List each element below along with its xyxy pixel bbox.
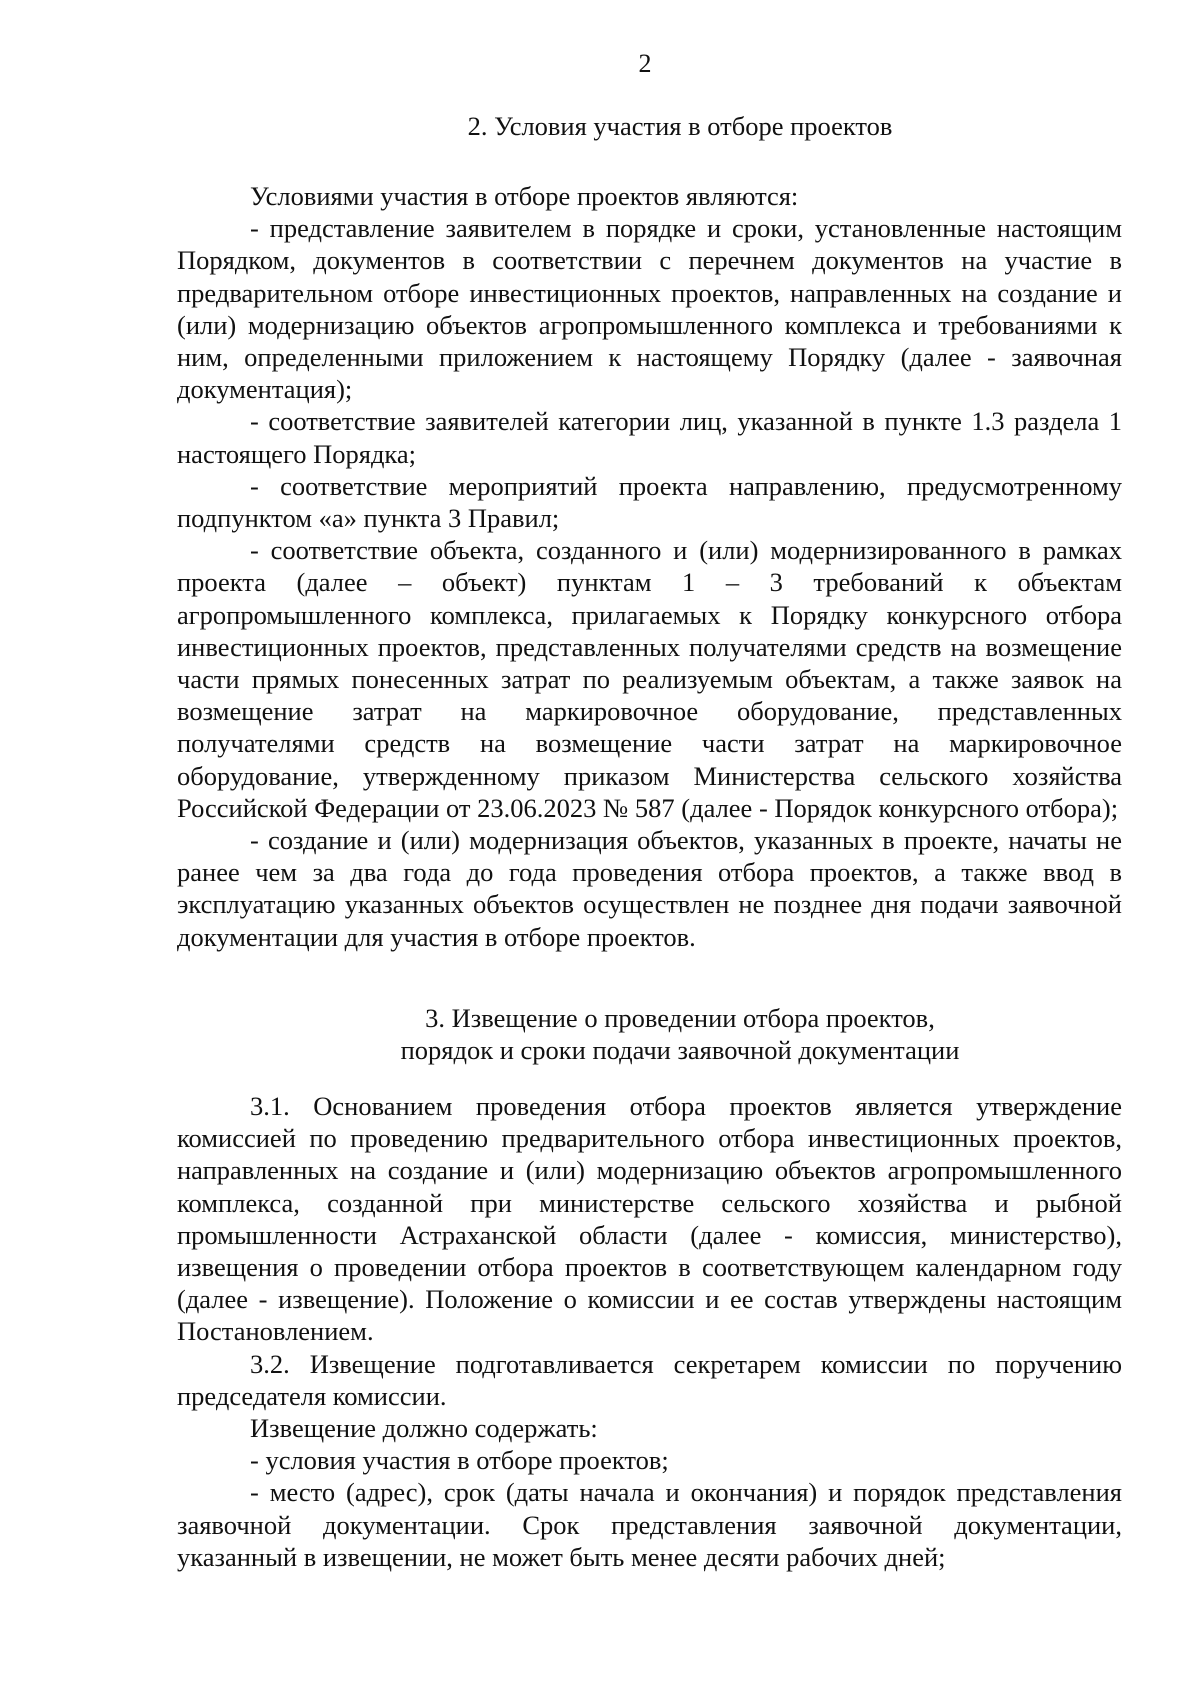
section-3-title-line-1: 3. Извещение о проведении отбора проектов,: [425, 1003, 935, 1033]
section-2-title: 2. Условия участия в отборе проектов: [467, 111, 893, 141]
paragraph: - создание и (или) модернизация объектов, указанных в проекте, начаты не ранее чем за два года до года проведения отбора проектов, а также ввод в эксплуатацию указанных объектов осуществлен не позднее дня подачи заявочной документации для участия в отборе проектов.: [177, 825, 1122, 952]
section-3-title-line-2: порядок и сроки подачи заявочной документации: [400, 1035, 960, 1065]
paragraph: - представление заявителем в порядке и сроки, установленные настоящим Порядком, документов в соответствии с перечнем документов на участие в предварительном отборе инвестиционных проектов, направленных на создание и (или) модернизацию объектов агропромышленного комплекса и требованиями к ним, определенными приложением к настоящему Порядку (далее - заявочная документация);: [177, 213, 1122, 405]
paragraph: 3.2. Извещение подготавливается секретарем комиссии по поручению председателя комиссии.: [177, 1348, 1122, 1411]
section-3-title: [200, 1002, 1160, 1066]
page-number: 2: [638, 49, 652, 78]
paragraph: - соответствие объекта, созданного и (или) модернизированного в рамках проекта (далее – объект) пунктам 1 – 3 требований к объектам агропромышленного комплекса, прилагаемых к Порядку конкурсного отбора инвестиционных проектов, представленных получателями средств на возмещение части прямых понесенных затрат по реализуемым объектам, а также заявок на возмещение затрат на маркировочное оборудование, представленных получателями средств на возмещение части затрат на маркировочное оборудование, утвержденному приказом Министерства сельского хозяйства Российской Федерации от 23.06.2023 № 587 (далее - Порядок конкурсного отбора);: [177, 535, 1122, 823]
paragraph: - место (адрес), срок (даты начала и окончания) и порядок представления заявочной документации. Срок представления заявочной документации, указанный в извещении, не может быть менее десяти рабочих дней;: [177, 1477, 1122, 1572]
paragraph: - условия участия в отборе проектов;: [250, 1445, 669, 1476]
paragraph: - соответствие заявителей категории лиц, указанной в пункте 1.3 раздела 1 настоящего Порядка;: [177, 406, 1122, 469]
paragraph: Извещение должно содержать:: [250, 1413, 598, 1444]
section-3-body: [177, 1090, 1122, 1573]
paragraph: - соответствие мероприятий проекта направлению, предусмотренному подпунктом «а» пункта 3 Правил;: [177, 470, 1122, 534]
paragraph: 3.1. Основанием проведения отбора проектов является утверждение комиссией по проведению предварительного отбора инвестиционных проектов, направленных на создание и (или) модернизацию объектов агропромышленного комплекса, созданной при министерстве сельского хозяйства и рыбной промышленности Астраханской области (далее - комиссия, министерство), извещения о проведении отбора проектов в соответствующем календарном году (далее - извещение). Положение о комиссии и ее состав утверждены настоящим Постановлением.: [177, 1091, 1122, 1347]
section-2-body: [177, 180, 1122, 953]
paragraph: Условиями участия в отборе проектов являются:: [250, 181, 799, 211]
